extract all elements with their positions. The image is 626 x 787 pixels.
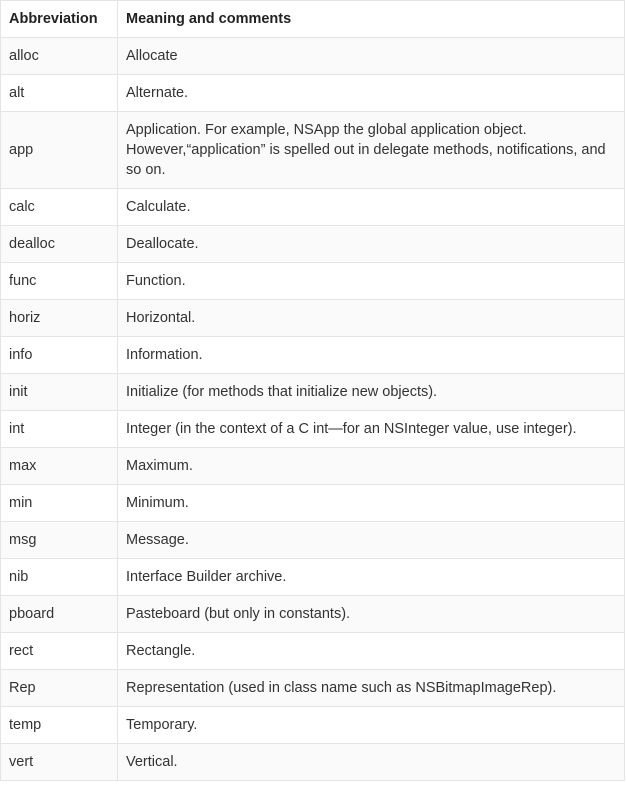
abbreviation-cell: info — [1, 337, 118, 374]
meaning-cell: Deallocate. — [118, 226, 625, 263]
table-row — [1, 374, 625, 411]
meaning-cell: Function. — [118, 263, 625, 300]
table-row — [1, 670, 625, 707]
table-row — [1, 226, 625, 263]
meaning-cell: Temporary. — [118, 707, 625, 744]
meaning-cell: Pasteboard (but only in constants). — [118, 596, 625, 633]
meaning-cell: Calculate. — [118, 189, 625, 226]
abbreviation-cell: horiz — [1, 300, 118, 337]
header-abbreviation: Abbreviation — [1, 1, 118, 38]
table-row — [1, 38, 625, 75]
table-row — [1, 707, 625, 744]
table-row — [1, 75, 625, 112]
table-row — [1, 596, 625, 633]
table-row — [1, 263, 625, 300]
abbreviation-cell: calc — [1, 189, 118, 226]
meaning-cell: Representation (used in class name such as NSBitmapImageRep). — [118, 670, 625, 707]
meaning-cell: Horizontal. — [118, 300, 625, 337]
abbreviation-cell: init — [1, 374, 118, 411]
table-row — [1, 633, 625, 670]
table-row — [1, 448, 625, 485]
table-row — [1, 485, 625, 522]
abbreviation-cell: pboard — [1, 596, 118, 633]
table-row — [1, 522, 625, 559]
meaning-cell: Initialize (for methods that initialize new objects). — [118, 374, 625, 411]
table-row — [1, 112, 625, 189]
abbreviation-cell: temp — [1, 707, 118, 744]
table-row — [1, 189, 625, 226]
abbreviation-cell: Rep — [1, 670, 118, 707]
header-row — [1, 1, 625, 38]
meaning-cell: Integer (in the context of a C int—for an NSInteger value, use integer). — [118, 411, 625, 448]
meaning-cell: Alternate. — [118, 75, 625, 112]
meaning-cell: Rectangle. — [118, 633, 625, 670]
abbreviation-cell: max — [1, 448, 118, 485]
abbreviation-cell: rect — [1, 633, 118, 670]
abbreviation-cell: app — [1, 112, 118, 189]
meaning-cell: Interface Builder archive. — [118, 559, 625, 596]
meaning-cell: Minimum. — [118, 485, 625, 522]
abbreviation-cell: min — [1, 485, 118, 522]
abbreviation-cell: int — [1, 411, 118, 448]
meaning-cell: Information. — [118, 337, 625, 374]
meaning-cell: Maximum. — [118, 448, 625, 485]
table-row — [1, 337, 625, 374]
abbreviation-cell: dealloc — [1, 226, 118, 263]
abbreviation-cell: nib — [1, 559, 118, 596]
meaning-cell: Vertical. — [118, 744, 625, 781]
table-row — [1, 300, 625, 337]
meaning-cell: Message. — [118, 522, 625, 559]
abbreviation-cell: func — [1, 263, 118, 300]
table-header — [1, 1, 625, 38]
meaning-cell: Application. For example, NSApp the global application object. However,“application” is spelled out in delegate methods, notifications, and so on. — [118, 112, 625, 189]
abbreviation-cell: msg — [1, 522, 118, 559]
table-row — [1, 411, 625, 448]
abbreviation-cell: alloc — [1, 38, 118, 75]
table-row — [1, 559, 625, 596]
abbreviation-cell: vert — [1, 744, 118, 781]
abbreviation-cell: alt — [1, 75, 118, 112]
table-body — [1, 38, 625, 781]
meaning-cell: Allocate — [118, 38, 625, 75]
table-row — [1, 744, 625, 781]
header-meaning: Meaning and comments — [118, 1, 625, 38]
